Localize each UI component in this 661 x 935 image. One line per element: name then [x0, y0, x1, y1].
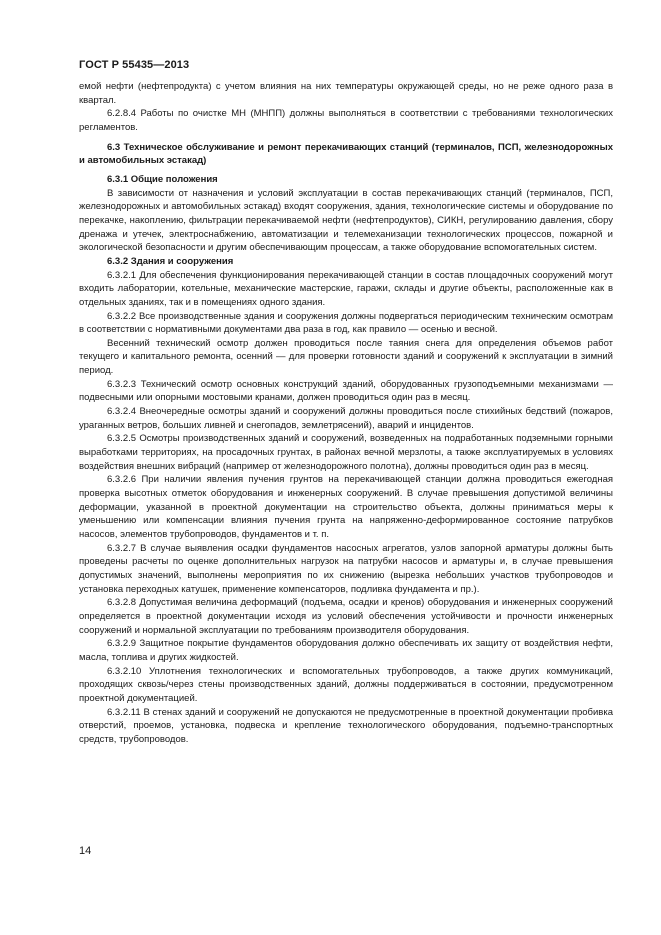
paragraph-continuation: емой нефти (нефтепродукта) с учетом влияния на них температуры окружающей среды, но не реже одного раза в квартал. [79, 81, 613, 106]
section-heading-6-3: 6.3 Техническое обслуживание и ремонт перекачивающих станций (терминалов, ПСП, железнодорожных и автомобильных эстакад) [79, 141, 613, 167]
document-body [79, 80, 613, 747]
page-number: 14 [79, 845, 92, 857]
paragraph-6-3-2-9: 6.3.2.9 Защитное покрытие фундаментов оборудования должно обеспечивать их защиту от воздействия нефти, масла, топлива и других жидкостей. [79, 638, 613, 663]
paragraph-6-3-2-2: 6.3.2.2 Все производственные здания и сооружения должны подвергаться периодическим техническим осмотрам в соответствии с нормативными документами два раза в год, как правило — осенью и весной. [79, 310, 613, 336]
paragraph-general: В зависимости от назначения и условий эксплуатации в состав перекачивающих станций (терминалов, ПСП, железнодорожных и автомобильных эстакад) входят сооружения, здания, технологические системы и оборудование по перекачке, накоплению, фильтрации перекачиваемой нефти (нефтепродуктов), СИКН, регулированию давления, сбору дренажа и утечек, электроснабжению, автоматизации и телемеханизации технологических процессов, пожарной и экологической безопасности и другим обеспечивающим процессам, а также оборудование вспомогательных систем. [79, 187, 613, 254]
paragraph-6-3-2-8: 6.3.2.8 Допустимая величина деформаций (подъема, осадки и кренов) оборудования и инженерных сооружений определяется в проектной документации исходя из условий обеспечения устойчивости и прочности инженерных сооружений и нормальной эксплуатации по требованиям производителя оборудования. [79, 597, 613, 636]
paragraph-6-3-2-4: 6.3.2.4 Внеочередные осмотры зданий и сооружений должны проводиться после стихийных бедствий (пожаров, ураганных ветров, больших ливней и снегопадов, землетрясений), аварий и инцидентов. [79, 406, 613, 431]
paragraph-6-3-2-7: 6.3.2.7 В случае выявления осадки фундаментов насосных агрегатов, узлов запорной арматуры должны быть проведены расчеты по оценке дополнительных нагрузок на патрубки насосов и арматуры и, в случае превышения допустимых значений, выполнены мероприятия по их снижению (вырезка небольших участков трубопроводов и установка переходных катушек, применение компенсаторов, подливка фундамента и пр.). [79, 542, 613, 595]
paragraph-6-3-2-5: 6.3.2.5 Осмотры производственных зданий и сооружений, возведенных на подработанных подземными горными выработками территориях, на просадочных грунтах, в районах вечной мерзлоты, а также эксплуатируемых в условиях воздействия внешних вибраций (например от железнодорожного полотна), должны проводиться один раз в месяц. [79, 433, 613, 472]
subsection-heading-6-3-2: 6.3.2 Здания и сооружения [107, 255, 234, 267]
subsection-heading-6-3-1: 6.3.1 Общие положения [107, 173, 218, 185]
paragraph-6-3-2-11: 6.3.2.11 В стенах зданий и сооружений не допускаются не предусмотренные в проектной документации пробивка отверстий, проемов, установка, подвеска и крепление технологического оборудования, подъемно-транспортных средств, трубопроводов. [79, 706, 613, 745]
paragraph-6-3-2-6: 6.3.2.6 При наличии явления пучения грунтов на перекачивающей станции должна проводиться ежегодная проверка высотных отметок оборудования и инженерных сооружений. В случае превышения допустимой величины деформации, указанной в проектной документации на строительство объекта, должны приниматься меры к уменьшению или компенсации влияния пучения грунта на напряженно-деформированное состояние патрубков насосов, элементов трубопроводов, фундаментов и т. п. [79, 474, 613, 540]
paragraph-6-3-2-1: 6.3.2.1 Для обеспечения функционирования перекачивающей станции в состав площадочных сооружений могут входить лаборатории, котельные, механические мастерские, гаражи, склады и другие объекты, расположенные как в отдельных зданиях, так и в помещениях одного здания. [79, 269, 613, 308]
standard-header: ГОСТ Р 55435—2013 [79, 59, 190, 71]
paragraph-spring-inspection: Весенний технический осмотр должен проводиться после таяния снега для определения объемов работ текущего и капитального ремонта, осенний — для проверки готовности зданий и сооружений к эксплуатации в зимний период. [79, 337, 613, 377]
paragraph-6-2-8-4: 6.2.8.4 Работы по очистке МН (МНПП) должны выполняться в соответствии с требованиями технологических регламентов. [79, 108, 613, 133]
paragraph-6-3-2-10: 6.3.2.10 Уплотнения технологических и вспомогательных трубопроводов, а также других коммуникаций, проходящих сквозь/через стены производственных зданий, должны поддерживаться в состоянии, предусмотренном проектной документацией. [79, 665, 613, 704]
paragraph-6-3-2-3: 6.3.2.3 Технический осмотр основных конструкций зданий, оборудованных грузоподъемными механизмами — подвесными или опорными мостовыми кранами, должен проводиться один раз в месяц. [79, 378, 613, 404]
